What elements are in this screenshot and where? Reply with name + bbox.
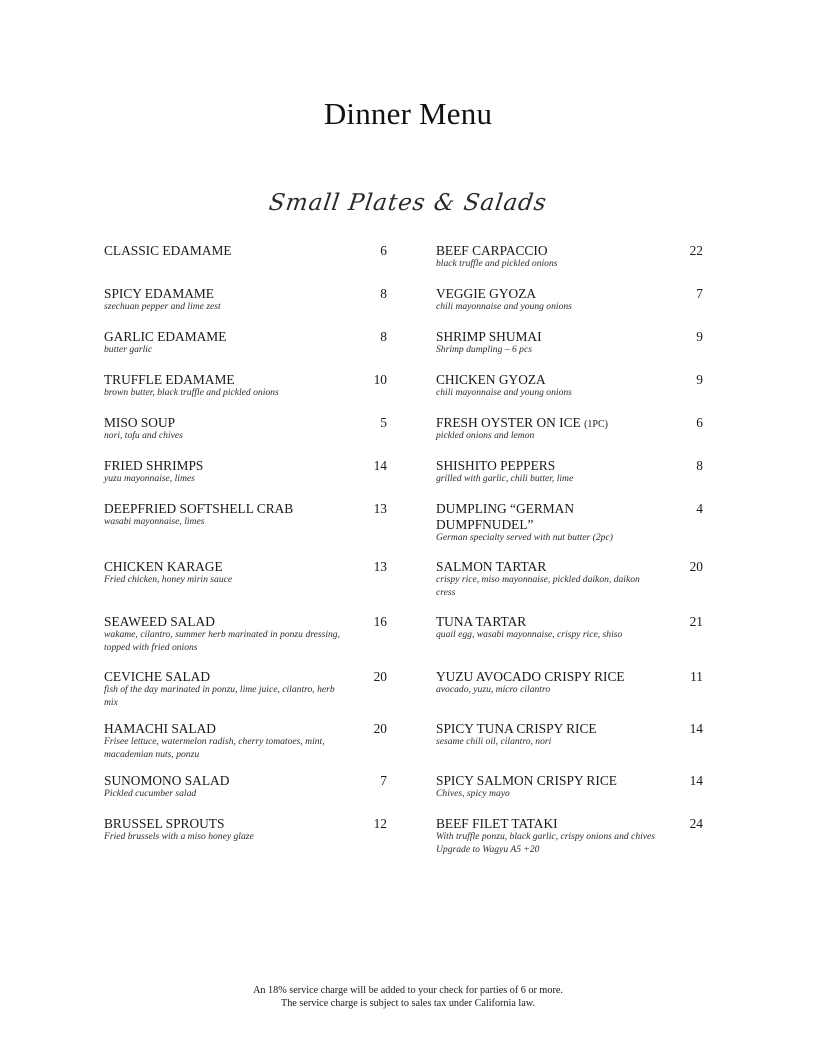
item-name: BRUSSEL SPROUTS [104, 816, 225, 831]
item-name: FRIED SHRIMPS [104, 458, 204, 473]
item-price: 5 [380, 415, 387, 430]
item-price: 14 [689, 773, 703, 788]
item-description: brown butter, black truffle and pickled onions [104, 387, 279, 398]
item-description: butter garlic [104, 344, 153, 355]
item-price: 9 [696, 329, 703, 344]
item-quantity: (1PC) [584, 419, 608, 430]
item-name: TUNA TARTAR [436, 614, 527, 629]
item-price: 8 [696, 458, 703, 473]
item-name: CEVICHE SALAD [104, 669, 211, 684]
item-price: 6 [696, 415, 703, 430]
item-name: HAMACHI SALAD [104, 721, 216, 736]
item-name: SUNOMONO SALAD [104, 773, 230, 788]
item-price: 20 [373, 669, 387, 684]
item-description: avocado, yuzu, micro cilantro [436, 684, 551, 695]
item-price: 10 [373, 372, 387, 387]
footer-line-1: An 18% service charge will be added to your check for parties of 6 or more. [253, 985, 563, 996]
item-name: CHICKEN GYOZA [436, 372, 546, 387]
item-name-text: FRESH OYSTER ON ICE [436, 415, 581, 430]
item-price: 8 [380, 329, 387, 344]
item-name: SPICY SALMON CRISPY RICE [436, 773, 617, 788]
item-name: SEAWEED SALAD [104, 614, 215, 629]
section-title: Small Plates & Salads [267, 190, 549, 216]
item-description: Fried brussels with a miso honey glaze [104, 831, 254, 842]
item-name: DEEPFRIED SOFTSHELL CRAB [104, 501, 294, 516]
item-upgrade-note: Upgrade to Wagyu A5 +20 [436, 843, 540, 855]
item-price: 6 [380, 243, 387, 258]
item-description: chili mayonnaise and young onions [436, 301, 572, 312]
item-description: chili mayonnaise and young onions [436, 387, 572, 398]
item-description: quail egg, wasabi mayonnaise, crispy rice, shiso [436, 629, 623, 640]
item-description-text: With truffle ponzu, black garlic, crispy onions and chives [436, 831, 656, 842]
service-charge-note [0, 985, 816, 1010]
item-price: 7 [380, 773, 387, 788]
item-name: DUMPLING “GERMAN DUMPFNUDEL” [436, 501, 574, 532]
item-description: yuzu mayonnaise, limes [104, 473, 195, 484]
item-name: BEEF CARPACCIO [436, 243, 548, 258]
item-name: SHISHITO PEPPERS [436, 458, 556, 473]
item-price: 20 [689, 559, 703, 574]
item-description: pickled onions and lemon [436, 430, 535, 441]
item-name: GARLIC EDAMAME [104, 329, 227, 344]
page-title: Dinner Menu [323, 96, 493, 131]
item-name: SPICY TUNA CRISPY RICE [436, 721, 597, 736]
item-price: 14 [689, 721, 703, 736]
item-description: Chives, spicy mayo [436, 788, 510, 799]
item-price: 11 [690, 669, 703, 684]
item-price: 22 [689, 243, 703, 258]
item-name: CHICKEN KARAGE [104, 559, 223, 574]
item-name: CLASSIC EDAMAME [104, 243, 232, 258]
item-price: 13 [373, 501, 387, 516]
item-name: SPICY EDAMAME [104, 286, 214, 301]
item-name: SALMON TARTAR [436, 559, 547, 574]
item-price: 4 [696, 501, 703, 516]
item-description: Frisee lettuce, watermelon radish, cherry tomatoes, mint, macademian nuts, ponzu [104, 736, 325, 760]
item-price: 9 [696, 372, 703, 387]
item-price: 24 [689, 816, 703, 831]
item-description: Pickled cucumber salad [104, 788, 197, 799]
item-name: SHRIMP SHUMAI [436, 329, 542, 344]
footer-line-2: The service charge is subject to sales tax under California law. [280, 997, 536, 1009]
item-description: wakame, cilantro, summer herb marinated in ponzu dressing, topped with fried onions [104, 629, 340, 653]
item-price: 13 [373, 559, 387, 574]
item-description [436, 831, 658, 856]
item-name: VEGGIE GYOZA [436, 286, 537, 301]
item-price: 14 [373, 458, 387, 473]
item-description: Fried chicken, honey mirin sauce [104, 574, 233, 585]
item-description: German specialty served with nut butter (2pc) [436, 532, 613, 543]
item-description: szechuan pepper and lime zest [104, 301, 221, 312]
item-description: black truffle and pickled onions [436, 258, 558, 269]
item-price: 20 [373, 721, 387, 736]
item-price: 12 [373, 816, 387, 831]
item-price: 16 [373, 614, 387, 629]
item-price: 21 [689, 614, 703, 629]
item-price: 7 [696, 286, 703, 301]
item-name: MISO SOUP [104, 415, 176, 430]
item-description: grilled with garlic, chili butter, lime [436, 473, 574, 484]
item-description: nori, tofu and chives [104, 430, 183, 441]
item-description: wasabi mayonnaise, limes [104, 516, 205, 527]
item-description: fish of the day marinated in ponzu, lime juice, cilantro, herb mix [104, 684, 335, 708]
item-name: TRUFFLE EDAMAME [104, 372, 235, 387]
item-description: Shrimp dumpling – 6 pcs [436, 344, 532, 355]
item-description: sesame chili oil, cilantro, nori [436, 736, 552, 747]
item-name: BEEF FILET TATAKI [436, 816, 558, 831]
item-price: 8 [380, 286, 387, 301]
item-name: YUZU AVOCADO CRISPY RICE [436, 669, 625, 684]
item-description: crispy rice, miso mayonnaise, pickled daikon, daikon cress [436, 574, 640, 598]
